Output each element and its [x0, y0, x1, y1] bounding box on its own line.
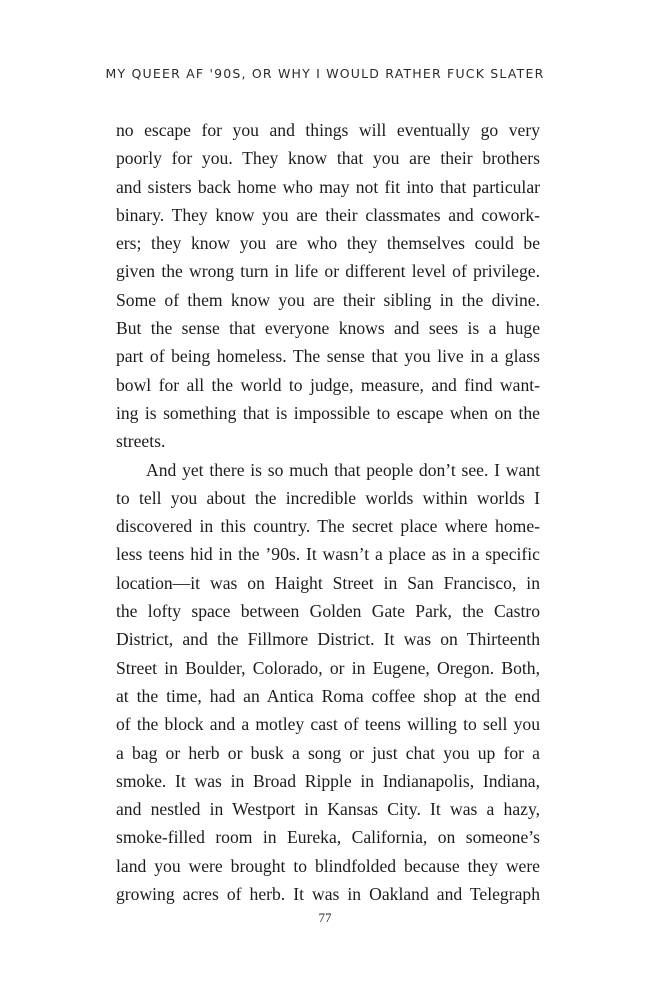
- text-line: location—it was on Haight Street in San Francisco, in: [116, 572, 540, 593]
- text-line: smoke. It was in Broad Ripple in Indianapolis, Indiana,: [116, 770, 540, 791]
- text-line: to tell you about the incredible worlds within worlds I: [116, 487, 540, 508]
- running-head: MY QUEER AF '90S, OR WHY I WOULD RATHER FUCK SLATER: [105, 66, 545, 81]
- paragraph: [116, 456, 540, 909]
- text-line: of the block and a motley cast of teens willing to sell you: [116, 714, 540, 735]
- text-line: given the wrong turn in life or different level of privilege.: [116, 261, 540, 282]
- text-line: less teens hid in the ’90s. It wasn’t a place as in a specific: [116, 544, 540, 565]
- page-number: 77: [318, 910, 332, 925]
- body-text: [116, 116, 540, 908]
- text-line: binary. They know you are their classmates and cowork-: [116, 204, 540, 225]
- text-line: poorly for you. They know that you are their brothers: [116, 148, 540, 169]
- text-line: a bag or herb or busk a song or just chat you up for a: [116, 742, 540, 763]
- text-line: Some of them know you are their sibling in the divine.: [116, 289, 540, 310]
- text-line: Street in Boulder, Colorado, or in Eugene, Oregon. Both,: [116, 657, 540, 678]
- text-line: at the time, had an Antica Roma coffee shop at the end: [116, 685, 540, 706]
- text-line: the lofty space between Golden Gate Park, the Castro: [116, 601, 540, 622]
- text-line: discovered in this country. The secret place where home-: [116, 516, 540, 537]
- text-line: ers; they know you are who they themselves could be: [116, 233, 540, 254]
- text-line: land you were brought to blindfolded because they were: [116, 855, 540, 876]
- text-line: But the sense that everyone knows and sees is a huge: [116, 318, 540, 339]
- text-line: ing is something that is impossible to escape when on the: [116, 402, 540, 423]
- text-line: and sisters back home who may not fit into that particular: [116, 176, 540, 197]
- text-line: streets.: [116, 431, 166, 452]
- text-line: no escape for you and things will eventually go very: [116, 120, 540, 140]
- text-line: bowl for all the world to judge, measure, and find want-: [116, 374, 540, 395]
- paragraph: [116, 116, 540, 456]
- text-line: and nestled in Westport in Kansas City. It was a hazy,: [116, 799, 540, 820]
- text-line: District, and the Fillmore District. It was on Thirteenth: [116, 629, 540, 650]
- text-line: part of being homeless. The sense that you live in a glass: [116, 346, 540, 367]
- text-line: growing acres of herb. It was in Oakland and Telegraph: [116, 884, 540, 905]
- text-line: And yet there is so much that people don’t see. I want: [146, 459, 540, 480]
- text-line: smoke-filled room in Eureka, California, on someone’s: [116, 827, 540, 848]
